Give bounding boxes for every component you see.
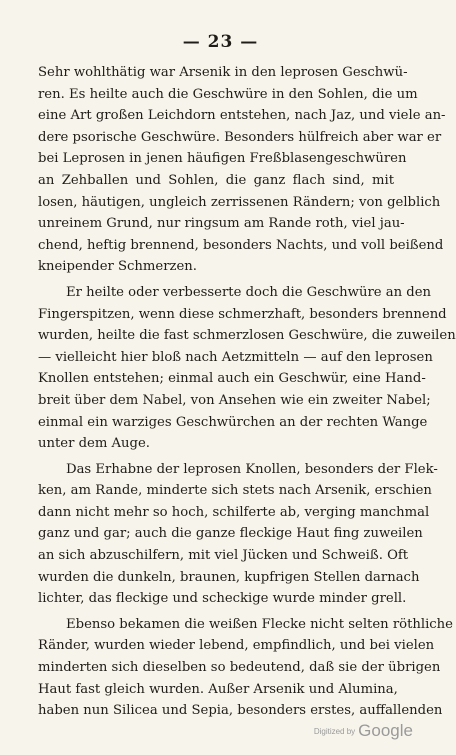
text-line: minderten sich dieselben so bedeutend, daß sie der übrigen [38,660,441,676]
text-line: dere psorische Geschwüre. Besonders hülfreich aber war er [38,129,442,145]
text-line: Haut fast gleich wurden. Außer Arsenik und Alumina, [38,681,398,697]
text-line: an Zehballen und Sohlen, die ganz flach sind, mit [38,172,394,188]
watermark-brand: Google [358,721,413,740]
text-line: unter dem Auge. [38,436,150,452]
text-line: Fingerspitzen, wenn diese schmerzhaft, besonders brennend [38,306,447,322]
text-line: losen, häutigen, ungleich zerrissenen Rändern; von gelblich [38,194,441,210]
paragraph [38,614,453,722]
text-line: wurden, heilte die fast schmerzlosen Geschwüre, die zuweilen [38,328,456,344]
text-line: haben nun Silicea und Sepia, besonders erstes, auffallenden [38,703,443,719]
paragraph [38,459,438,610]
text-line: chend, heftig brennend, besonders Nachts, und voll beißend [38,237,444,253]
text-line: Ränder, wurden wieder lebend, empfindlich, und bei vielen [38,638,435,654]
text-line: ren. Es heilte auch die Geschwüre in den Sohlen, die um [38,86,418,102]
text-line: wurden die dunkeln, braunen, kupfrigen Stellen darnach [38,569,420,585]
text-line: ganz und gar; auch die ganze fleckige Haut fing zuweilen [38,526,423,542]
text-line: Das Erhabne der leprosen Knollen, besonders der Flek- [66,461,438,477]
text-line: eine Art großen Leichdorn entstehen, nach Jaz, und viele an- [38,108,446,124]
text-line: breit über dem Nabel, von Ansehen wie ein zweiter Nabel; [38,392,431,408]
watermark-prefix: Digitized by [313,726,356,736]
text-line: Ebenso bekamen die weißen Flecke nicht selten röthliche [66,616,453,632]
text-line: dann nicht mehr so hoch, schilferte ab, verging manchmal [38,504,430,520]
text-line: lichter, das fleckige und scheckige wurde minder grell. [38,591,407,607]
text-line: ken, am Rande, minderte sich stets nach Arsenik, erschien [38,483,432,499]
text-line: Sehr wohlthätig war Arsenik in den leprosen Geschwü- [38,65,408,80]
digitized-watermark [314,721,413,741]
paragraph [38,282,456,455]
paragraph [38,62,446,278]
text-line: unreinem Grund, nur ringsum am Rande roth, viel jau- [38,216,405,232]
text-line: Knollen entstehen; einmal auch ein Geschwür, eine Hand- [38,371,426,387]
text-line: kneipender Schmerzen. [38,259,197,275]
body-text [38,62,456,726]
text-line: — vielleicht hier bloß nach Aetzmitteln — auf den leprosen [38,349,433,365]
text-line: bei Leprosen in jenen häufigen Freßblasengeschwüren [38,151,407,167]
text-line: an sich abzuschilfern, mit viel Jücken und Schweiß. Oft [38,548,409,564]
text-line: Er heilte oder verbesserte doch die Geschwüre an den [66,284,432,300]
text-line: einmal ein warziges Geschwürchen an der rechten Wange [38,414,428,430]
page-number: — 23 — [182,32,259,52]
